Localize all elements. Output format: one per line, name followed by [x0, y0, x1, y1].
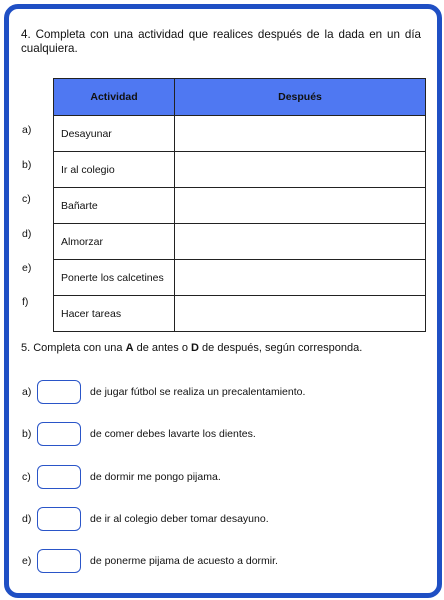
answer-box[interactable] — [37, 380, 81, 404]
table-row — [54, 260, 426, 296]
table-row — [54, 296, 426, 332]
activity-cell: Almorzar — [54, 224, 175, 260]
activity-table — [53, 78, 426, 332]
activity-cell: Desayunar — [54, 116, 175, 152]
answer-cell[interactable] — [175, 296, 426, 332]
row-letter: d) — [22, 228, 32, 240]
answer-box[interactable] — [37, 465, 81, 489]
table-row — [54, 152, 426, 188]
activity-cell: Ir al colegio — [54, 152, 175, 188]
item-text: de ir al colegio deber tomar desayuno. — [90, 513, 269, 525]
answer-item — [22, 507, 269, 531]
question-4-prompt: 4. Completa con una actividad que realices después de la dada en un día cualquiera. — [21, 28, 421, 55]
answer-item — [22, 380, 305, 404]
row-letter: e) — [22, 262, 32, 274]
answer-item — [22, 465, 221, 489]
row-letter: a) — [22, 124, 32, 136]
item-letter: c) — [22, 471, 31, 483]
item-text: de ponerme pijama de acuesto a dormir. — [90, 555, 278, 567]
answer-cell[interactable] — [175, 188, 426, 224]
row-letter: f) — [22, 296, 29, 308]
answer-box[interactable] — [37, 422, 81, 446]
table-row — [54, 116, 426, 152]
row-letter: b) — [22, 159, 32, 171]
item-text: de comer debes lavarte los dientes. — [90, 428, 256, 440]
item-letter: d) — [22, 513, 32, 525]
item-letter: b) — [22, 428, 32, 440]
item-letter: a) — [22, 386, 32, 398]
answer-cell[interactable] — [175, 260, 426, 296]
item-text: de jugar fútbol se realiza un precalentamiento. — [90, 386, 306, 398]
answer-box[interactable] — [37, 507, 81, 531]
answer-item — [22, 422, 256, 446]
header-after: Después — [175, 79, 426, 116]
table-row — [54, 224, 426, 260]
answer-cell[interactable] — [175, 116, 426, 152]
header-activity: Actividad — [54, 79, 175, 116]
answer-item — [22, 549, 278, 573]
answer-cell[interactable] — [175, 152, 426, 188]
activity-cell: Bañarte — [54, 188, 175, 224]
answer-cell[interactable] — [175, 224, 426, 260]
item-text: de dormir me pongo pijama. — [90, 471, 221, 483]
question-5-prompt: 5. Completa con una A de antes o D de después, según corresponda. — [21, 342, 363, 354]
row-letter: c) — [22, 193, 31, 205]
answer-box[interactable] — [37, 549, 81, 573]
item-letter: e) — [22, 555, 32, 567]
table-row — [54, 188, 426, 224]
activity-cell: Hacer tareas — [54, 296, 175, 332]
activity-cell: Ponerte los calcetines — [54, 260, 175, 296]
